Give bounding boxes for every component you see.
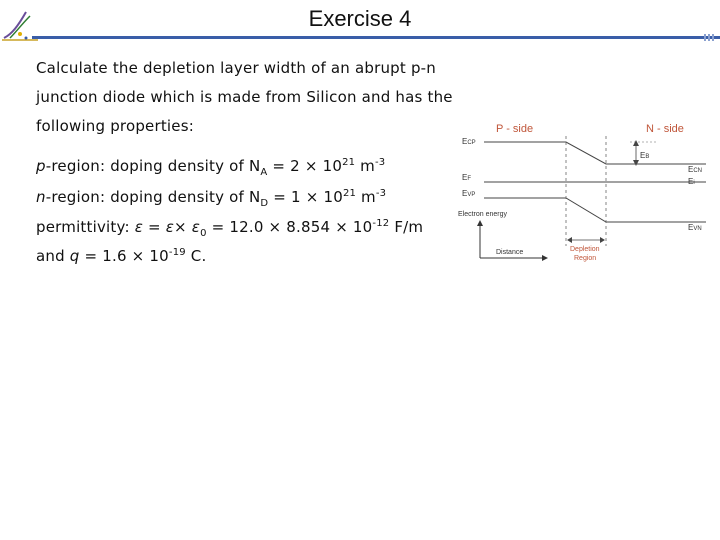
depletion-label-2: Region <box>574 255 597 262</box>
eb-label: EB <box>640 151 650 160</box>
electron-energy-axis-label: Electron energy <box>458 211 508 218</box>
energy-axis-arrowhead <box>477 220 483 226</box>
barrier-arrowhead-down <box>633 160 639 166</box>
title-divider <box>32 36 720 39</box>
divider-end-pattern <box>704 34 714 41</box>
evp-label: EVP <box>462 189 476 198</box>
problem-line-1: Calculate the depletion layer width of an abrupt p-n <box>36 59 436 77</box>
depletion-label-1: Depletion <box>570 246 600 253</box>
charge-property: and $q = 1.6 \times 10^{-19}$ C. <box>36 247 207 265</box>
depletion-arrowhead-right <box>600 237 605 243</box>
problem-line-2: junction diode which is made from Silicon and has the <box>36 88 453 106</box>
ecp-label: ECP <box>462 137 476 146</box>
valence-band-line <box>484 198 706 222</box>
p-region-property: p-region: doping density of $N_A = 2 \times 10^{21}$ $m^{-3}$ <box>36 157 386 178</box>
band-diagram <box>456 118 718 270</box>
n-side-label: N - side <box>646 123 684 135</box>
conduction-band-line <box>484 142 706 164</box>
n-region-property: n-region: doping density of $N_D = 1 \times 10^{21}$ $m^{-3}$ <box>36 188 387 209</box>
evn-label: EVN <box>688 223 702 232</box>
barrier-arrowhead-up <box>633 140 639 146</box>
permittivity-property: permittivity: $\varepsilon = \varepsilon\times \varepsilon_0 = 12.0 \times 8.854 \times 10^{-12}$ F/m <box>36 218 424 239</box>
problem-line-3: following properties: <box>36 117 195 135</box>
ef-left-label: EF <box>462 173 472 182</box>
distance-axis-arrowhead <box>542 255 548 261</box>
p-side-label: P - side <box>496 123 534 135</box>
depletion-arrowhead-left <box>567 237 572 243</box>
ecn-label: ECN <box>688 165 703 174</box>
distance-axis-label: Distance <box>496 249 524 256</box>
slide-title: Exercise 4 <box>308 6 412 31</box>
ei-label: Ei <box>688 177 695 186</box>
